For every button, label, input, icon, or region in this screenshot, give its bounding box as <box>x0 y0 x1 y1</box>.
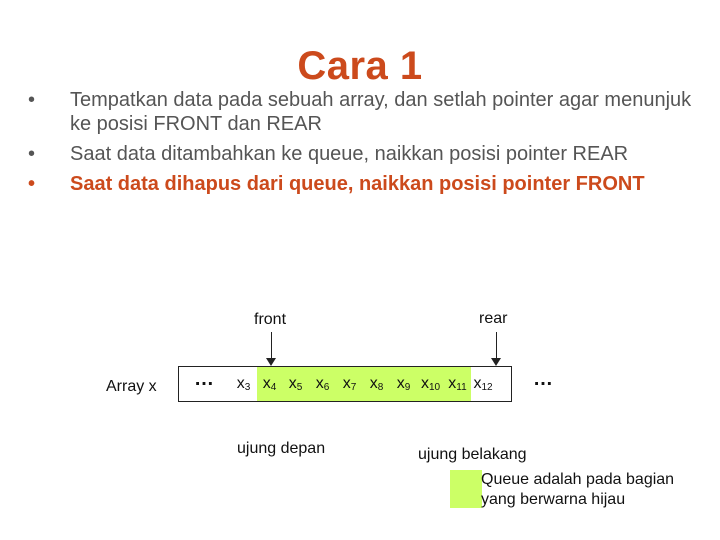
cell-index-text: 7 <box>350 382 357 393</box>
cell-base-text: x <box>236 375 245 392</box>
slide-title: Cara 1 <box>297 44 423 88</box>
cell-base-text: x <box>262 375 271 392</box>
legend-text: Queue adalah pada bagian yang berwarna hijau <box>481 471 675 508</box>
cell-base-text: x <box>473 375 482 392</box>
cell-index-text: 3 <box>244 382 251 393</box>
bullet-item-highlight <box>24 172 704 196</box>
cell-base-text: x <box>369 375 378 392</box>
bullet-dot: • <box>28 173 36 195</box>
bullet-list <box>24 88 704 202</box>
cell-base-text: x <box>288 375 297 392</box>
array-border <box>178 366 512 402</box>
cell-index-text: 4 <box>270 382 277 393</box>
bullet-text: Saat data ditambahkan ke queue, naikkan posisi pointer REAR <box>70 143 629 165</box>
cell-index-text: 8 <box>377 382 384 393</box>
rear-caption: ujung belakang <box>418 446 527 463</box>
cell-index-text: 5 <box>296 382 303 393</box>
front-pointer-arrowhead <box>266 358 276 366</box>
array-ellipsis-right: … <box>533 368 553 390</box>
cell-base-text: x <box>420 375 429 392</box>
bullet-item <box>24 142 704 166</box>
array-label: Array x <box>106 378 157 395</box>
array-ellipsis-left: … <box>194 368 214 390</box>
cell-index-text: 9 <box>404 382 411 393</box>
cell-index-text: 12 <box>481 382 493 393</box>
cell-index-text: 10 <box>428 382 441 393</box>
bullet-dot: • <box>28 89 36 111</box>
cell-base-text: x <box>315 375 324 392</box>
rear-pointer-line <box>496 332 497 360</box>
bullet-text: Saat data dihapus dari queue, naikkan posisi pointer FRONT <box>70 173 645 195</box>
cell-index-text: 6 <box>323 382 330 393</box>
front-caption: ujung depan <box>237 440 326 457</box>
legend-swatch <box>450 470 482 508</box>
cell-base-text: x <box>342 375 351 392</box>
bullet-text: Tempatkan data pada sebuah array, dan setlah pointer agar menunjuk ke posisi FRONT dan REAR <box>70 89 692 135</box>
front-pointer-line <box>271 332 272 360</box>
front-label: front <box>254 311 287 328</box>
cell-index-text: 11 <box>456 382 467 393</box>
bullet-item <box>24 88 704 136</box>
cell-base-text: x <box>448 375 457 392</box>
rear-label: rear <box>479 310 508 327</box>
bullet-dot: • <box>28 143 36 165</box>
cell-base-text: x <box>396 375 405 392</box>
rear-pointer-arrowhead <box>491 358 501 366</box>
